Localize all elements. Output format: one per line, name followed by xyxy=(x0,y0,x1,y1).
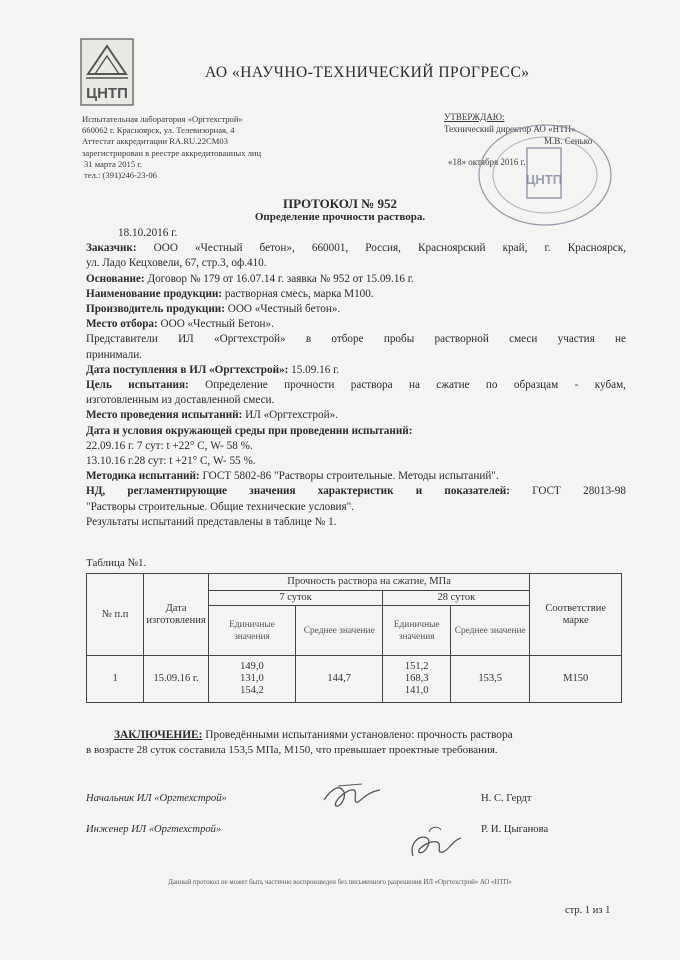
conclusion-line-1 xyxy=(86,728,626,743)
engineer-name: Р. И. Цыганова xyxy=(481,824,549,835)
norm-label: НД, регламентирующие значения характеристик и показателей: xyxy=(86,485,510,498)
arrival-line xyxy=(86,363,626,378)
protocol-subtitle: Определение прочности раствора. xyxy=(254,211,426,223)
cell-values-28 xyxy=(383,656,451,703)
maker-label: Производитель продукции: xyxy=(86,303,225,316)
protocol-date: 18.10.2016 г. xyxy=(118,227,178,239)
goal-line xyxy=(86,378,626,393)
engineer-role: Инженер ИЛ «Оргтехстрой» xyxy=(86,824,222,835)
value-7: 131,0 xyxy=(240,673,264,684)
protocol-title: ПРОТОКОЛ № 952 xyxy=(282,196,398,211)
maker-value: ООО «Честный бетон». xyxy=(224,303,341,316)
header-avg-28: Среднее значение xyxy=(451,606,530,656)
company-logo xyxy=(80,38,134,106)
cell-grade: М150 xyxy=(530,656,622,703)
product-value: растворная смесь, марка М100. xyxy=(222,287,374,300)
value-7: 149,0 xyxy=(240,661,264,672)
value-7: 154,2 xyxy=(240,685,264,696)
header-single-7: Единичные значения xyxy=(208,606,295,656)
goal-line-2: изготовленным из доставленной смеси. xyxy=(86,394,275,407)
company-name: АО «НАУЧНО-ТЕХНИЧЕСКИЙ ПРОГРЕСС» xyxy=(205,64,530,81)
reps-line: Представители ИЛ «Оргтехстрой» в отборе пробы растворной смеси участия не xyxy=(86,333,626,346)
engineer-signature xyxy=(405,822,471,868)
cell-date: 15.09.16 г. xyxy=(144,656,208,703)
approval-line: Технический директор АО «НТП» xyxy=(444,124,576,134)
method-value: ГОСТ 5802-86 "Растворы строительные. Методы испытаний". xyxy=(199,470,499,483)
customer-label: Заказчик: xyxy=(86,242,137,255)
lab-line: 660062 г. Красноярск, ул. Телевизорная, 4 xyxy=(82,125,235,136)
header-strength: Прочность раствора на сжатие, МПа xyxy=(208,574,530,591)
header-avg-7: Среднее значение xyxy=(296,606,383,656)
lab-line: зарегистрирован в реестре аккредитованных лиц xyxy=(82,147,262,158)
cell-values-7 xyxy=(208,656,295,703)
approval-line: «18» октября 2016 г. xyxy=(448,157,526,167)
lab-info xyxy=(82,114,261,181)
goal-value: Определение прочности раствора на сжатие по образцам - кубам, xyxy=(188,379,626,392)
testplace-line xyxy=(86,408,626,423)
head-signature xyxy=(318,778,388,814)
conclusion-label: ЗАКЛЮЧЕНИЕ: xyxy=(114,729,203,741)
maker-line xyxy=(86,302,626,317)
customer-line xyxy=(86,241,626,256)
basis-label: Основание: xyxy=(86,272,145,285)
cell-num: 1 xyxy=(87,656,144,703)
product-label: Наименование продукции: xyxy=(86,287,223,300)
customer-value: ООО «Честный бетон», 660001, Россия, Красноярский край, г. Красноярск, xyxy=(136,242,626,255)
arrival-label: Дата поступления в ИЛ «Оргтехстрой»: xyxy=(86,363,289,376)
cell-avg-7: 144,7 xyxy=(296,656,383,703)
table-caption: Таблица №1. xyxy=(86,557,147,569)
method-line xyxy=(86,469,626,484)
goal-label: Цель испытания: xyxy=(86,379,189,392)
header-date: Дата изготовления xyxy=(144,574,208,656)
arrival-value: 15.09.16 г. xyxy=(288,363,340,376)
place-label: Место отбора: xyxy=(86,318,158,331)
header-conformity: Соответствие марке xyxy=(530,574,622,656)
conditions-line-1: 22.09.16 г. 7 сут: t +22° С, W- 58 %. xyxy=(86,439,253,452)
conditions-label: Дата и условия окружающей среды при проведении испытаний: xyxy=(86,424,413,437)
lab-line: тел.: (391)246-23-06 xyxy=(84,170,157,181)
approval-line: УТВЕРЖДАЮ: xyxy=(444,112,505,122)
conclusion-text: Проведёнными испытаниями установлено: прочность раствора xyxy=(202,729,513,741)
table-row xyxy=(87,656,622,703)
norm-line-2: "Растворы строительные. Общие технические условия". xyxy=(86,500,355,513)
lab-line: Испытательная лаборатория «Оргтехстрой» xyxy=(82,114,243,124)
svg-text:ЦНТП: ЦНТП xyxy=(86,85,128,102)
header-num: № п.п xyxy=(87,574,144,656)
lab-line: Аттестат аккредитации RA.RU.22СМ03 xyxy=(82,136,228,147)
cell-avg-28: 153,5 xyxy=(451,656,530,703)
value-28: 141,0 xyxy=(404,685,429,696)
testplace-value: ИЛ «Оргтехстрой». xyxy=(242,409,338,422)
results-line: Результаты испытаний представлены в таблице № 1. xyxy=(86,515,337,528)
norm-value: ГОСТ 28013-98 xyxy=(509,485,626,498)
basis-line xyxy=(86,272,626,287)
testplace-label: Место проведения испытаний: xyxy=(86,409,243,422)
value-28: 168,3 xyxy=(404,673,429,684)
place-value: ООО «Честный Бетон». xyxy=(157,318,274,331)
protocol-body xyxy=(86,226,626,530)
header-28-days: 28 суток xyxy=(383,591,530,606)
svg-text:ЦНТП: ЦНТП xyxy=(525,172,563,187)
header-7-days: 7 суток xyxy=(208,591,383,606)
conditions-line-2: 13.10.16 г.28 сут: t +21° С, W- 55 %. xyxy=(86,455,256,468)
place-line xyxy=(86,317,626,332)
footer-note: Данный протокол не может быть частично воспроизведен без письменного разрешения ИЛ «Оргтехстрой» АО «НТП» xyxy=(168,879,512,886)
head-name: Н. С. Гердт xyxy=(481,793,532,804)
norm-line xyxy=(86,484,626,499)
basis-value: Договор № 179 от 16.07.14 г. заявка № 952 от 15.09.16 г. xyxy=(144,272,414,285)
approval-line: М.В. Сенько xyxy=(544,136,593,146)
conclusion xyxy=(86,728,626,758)
results-table xyxy=(86,573,622,703)
value-28: 151,2 xyxy=(404,661,429,672)
page-number: стр. 1 из 1 xyxy=(565,905,611,916)
head-role: Начальник ИЛ «Оргтехстрой» xyxy=(86,793,227,804)
method-label: Методика испытаний: xyxy=(86,470,200,483)
header-single-28: Единичные значения xyxy=(383,606,451,656)
product-line xyxy=(86,287,626,302)
conclusion-line-2: в возрасте 28 суток составила 153,5 МПа, М150, что превышает проектные требования. xyxy=(86,744,498,756)
lab-line: 31 марта 2015 г. xyxy=(84,158,142,169)
reps-line-2: принимали. xyxy=(86,348,142,361)
customer-line-2: ул. Ладо Кецховели, 67, стр.3, оф.410. xyxy=(86,257,267,270)
